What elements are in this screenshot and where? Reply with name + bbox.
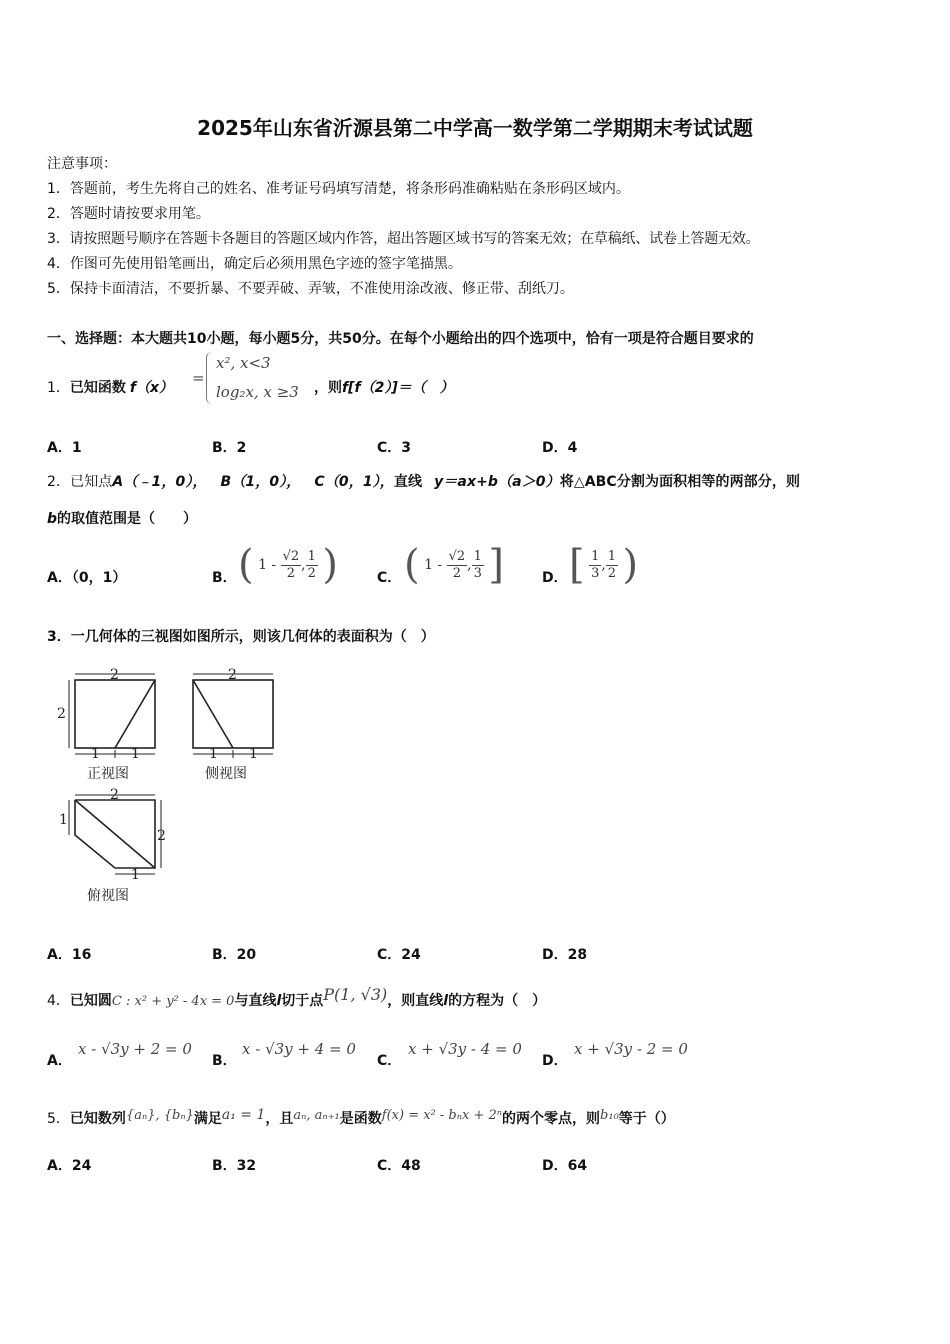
q1-option-d: D．4 [542, 440, 578, 456]
q5-an: aₙ, aₙ₊₁ [293, 1108, 340, 1123]
q2-option-c-frac1: $\frac{√2}{2}$ [448, 548, 466, 581]
q2-post: 将△ABC分割为面积相等的两部分，则 [559, 474, 801, 490]
top-view-label: 俯视图 [87, 888, 129, 904]
q1-case2: log₂x, x ≥3 [216, 383, 299, 401]
q4-post2: 的方程为（ ） [448, 993, 547, 1009]
top-view-dim-bottom: 1 [131, 867, 140, 883]
q4-mid2: 切于点 [281, 993, 324, 1009]
page-title: 2025年山东省沂源县第二中学高一数学第二学期期末考试试题 [197, 116, 753, 140]
top-view-dim-left: 1 [59, 812, 68, 828]
q2-option-b-interval: ( 1 - $\frac{√2}{2}$ , $\frac{1}{2}$ ) [238, 542, 338, 588]
q4-mid: 与直线 [234, 993, 277, 1009]
side-view-rect [193, 680, 273, 748]
side-view-dim-bottom-left: 1 [209, 746, 218, 762]
q2-b: b [47, 511, 58, 527]
side-view-dim-top: 2 [228, 667, 237, 683]
notice-item-3: 3．请按照题号顺序在答题卡各题目的答题区域内作答，超出答题区域书写的答案无效；在草稿纸、试卷上答题无效。 [47, 231, 760, 247]
q1-equals: = [192, 369, 205, 387]
q1-f: f（x） [129, 380, 174, 396]
q4-l2: l [443, 993, 449, 1009]
q1-option-a: A．1 [47, 440, 82, 456]
q2-line2: 的取值范围是（ ） [57, 511, 198, 527]
q3-option-d: D．28 [542, 947, 588, 963]
q2-option-b-label: B． [212, 570, 237, 586]
notice-item-1: 1．答题前，考生先将自己的姓名、准考证号码填写清楚，将条形码准确粘贴在条形码区域内。 [47, 181, 630, 197]
q2-point-c: C（0，1）， [314, 474, 394, 490]
top-view-diagonal [75, 800, 155, 868]
q2-option-c-label: C． [377, 570, 402, 586]
q5-mid: 满足 [193, 1111, 222, 1127]
q2-option-d-frac1: $\frac{1}{3}$ [591, 548, 600, 581]
q2-line: y＝ax+b（a＞0） [434, 474, 560, 490]
q3-option-a: A．16 [47, 947, 92, 963]
q4-option-d-label: D． [542, 1053, 568, 1069]
q5-number: 5． [47, 1111, 70, 1127]
notice-item-2: 2．答题时请按要求用笔。 [47, 206, 210, 222]
q4-option-a-label: A． [47, 1053, 72, 1069]
q5-seqs: {aₙ}, {bₙ} [125, 1108, 194, 1123]
q2-option-b-open: ( [238, 542, 254, 588]
q5-mid3: 是函数 [339, 1111, 382, 1127]
front-view-dim-bottom-left: 1 [91, 746, 100, 762]
q5-mid4: 的两个零点，则 [502, 1111, 601, 1127]
front-view-diagonal [115, 680, 155, 748]
q1-option-b: B．2 [212, 440, 247, 456]
notice-item-4: 4．作图可先使用铅笔画出，确定后必须用黑色字迹的签字笔描黑。 [47, 256, 462, 272]
q4-l: l [276, 993, 282, 1009]
side-view-label: 侧视图 [205, 766, 247, 782]
q4-point: P(1, √3) [323, 985, 388, 1004]
q2-mid: 直线 [393, 474, 423, 490]
notice-heading: 注意事项： [47, 156, 117, 172]
top-view-dim-right: 2 [157, 828, 166, 844]
q5-post: 等于（） [618, 1111, 675, 1127]
q1-stem [47, 377, 173, 397]
q3-stem: 3．一几何体的三视图如图所示，则该几何体的表面积为（ ） [47, 629, 435, 645]
q3-three-views-figure [55, 660, 295, 910]
q5-option-b: B．32 [212, 1158, 257, 1174]
q4-option-c-label: C． [377, 1053, 402, 1069]
q2-option-d-frac2: $\frac{1}{2}$ [607, 548, 617, 581]
side-view-dim-bottom-right: 1 [249, 746, 258, 762]
q3-option-c: C．24 [377, 947, 421, 963]
q2-option-b-close: ) [322, 542, 338, 588]
q2-option-a: A．（0，1） [47, 570, 127, 586]
q4-pre: 已知圆 [69, 993, 112, 1009]
q4-post: ，则直线 [387, 993, 444, 1009]
front-view-dim-top: 2 [110, 667, 119, 683]
q4-option-b: x - √3y + 4 = 0 [242, 1040, 356, 1058]
front-view-dim-bottom-right: 1 [131, 746, 140, 762]
q4-circle: C : x² + y² - 4x = 0 [111, 994, 235, 1009]
q2-point-b: B（1，0）， [220, 474, 301, 490]
q2-point-a: A（﹣1，0）， [112, 474, 207, 490]
q1-pre: 已知函数 [69, 380, 126, 396]
q2-pre: 2．已知点 [47, 474, 113, 490]
q1-brace [206, 352, 215, 404]
q1-post: ，则 [314, 380, 342, 396]
q1-case1: x², x<3 [216, 354, 271, 372]
q2-option-c-interval: ( 1 - $\frac{√2}{2}$ , $\frac{1}{3}$ ] [404, 542, 504, 588]
q5-pre: 已知数列 [69, 1111, 126, 1127]
q2-option-d-label: D． [542, 570, 568, 586]
q2-option-d-close: ) [622, 542, 639, 588]
front-view-rect [75, 680, 155, 748]
q5-function: f(x) = x² - bₙx + 2ⁿ [381, 1108, 503, 1123]
q2-option-b-one-minus: 1 - [258, 557, 277, 573]
q4-option-c: x + √3y - 4 = 0 [408, 1040, 522, 1058]
q4-number: 4． [47, 993, 70, 1009]
q5-option-a: A．24 [47, 1158, 92, 1174]
q5-a1: a₁ = 1 [221, 1107, 266, 1123]
q1-number: 1． [47, 380, 70, 396]
notice-item-5: 5．保持卡面清洁，不要折暴、不要弄破、弄皱，不准使用涂改液、修正带、刮纸刀。 [47, 281, 574, 297]
top-view-dim-top: 2 [110, 787, 119, 803]
q4-stem [47, 985, 547, 1010]
q4-option-d: x + √3y - 2 = 0 [574, 1040, 688, 1058]
q2-option-c-one-minus: 1 - [424, 557, 443, 573]
q5-mid2: ，且 [265, 1111, 294, 1127]
q3-option-b: B．20 [212, 947, 257, 963]
q2-stem-line1 [47, 471, 800, 491]
q2-option-b-frac2: $\frac{1}{2}$ [307, 548, 316, 581]
front-view-dim-left: 2 [57, 706, 66, 722]
q5-b10: b₁₀ [600, 1108, 619, 1123]
q2-option-c-frac2: $\frac{1}{3}$ [473, 548, 482, 581]
q2-option-b-frac1: $\frac{√2}{2}$ [282, 548, 300, 581]
q2-option-d-open: [ [569, 542, 585, 588]
q5-option-d: D．64 [542, 1158, 588, 1174]
q1-ask [314, 377, 454, 397]
q1-option-c: C．3 [377, 440, 412, 456]
section-heading: 一、选择题：本大题共10小题，每小题5分，共50分。在每个小题给出的四个选项中，恰有一项是符合题目要求的 [47, 331, 754, 347]
q5-stem [47, 1108, 675, 1128]
side-view-diagonal [193, 680, 233, 748]
q2-stem-line2 [47, 508, 197, 528]
q4-option-a: x - √3y + 2 = 0 [78, 1040, 192, 1058]
q1-question: f[f（2）]＝（ ） [342, 380, 454, 396]
q5-option-c: C．48 [377, 1158, 421, 1174]
q2-option-d-interval: [ $\frac{1}{3}$ , $\frac{1}{2}$ ) [569, 542, 639, 588]
front-view-label: 正视图 [87, 766, 129, 782]
q2-option-c-close: ] [488, 542, 504, 588]
q4-option-b-label: B． [212, 1053, 237, 1069]
q2-option-c-open: ( [404, 542, 420, 588]
